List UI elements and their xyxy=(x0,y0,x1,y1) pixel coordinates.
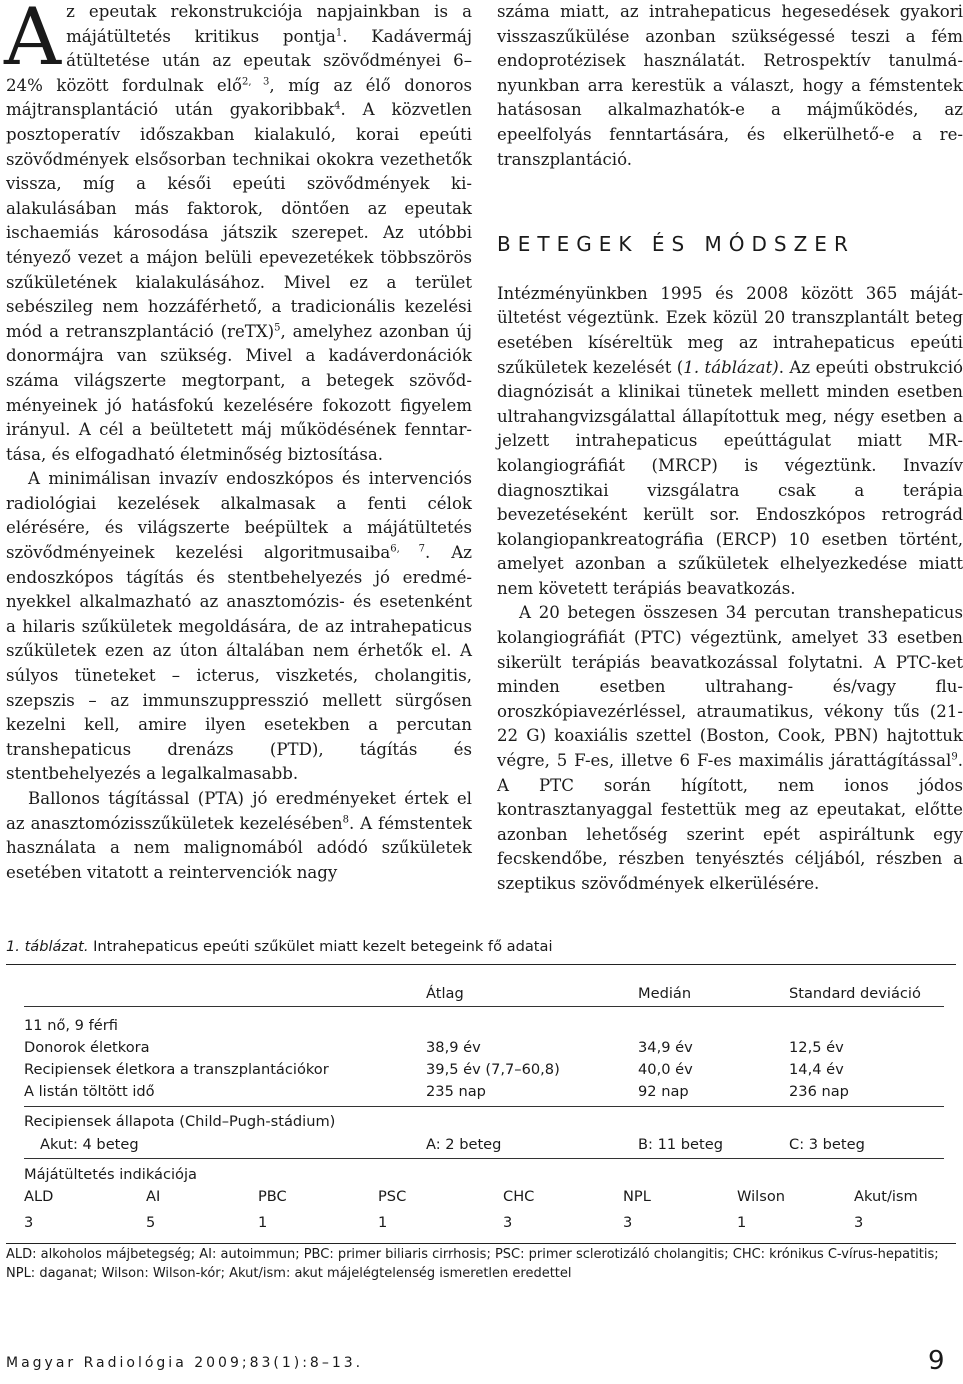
text-span: Ballonos tágítással (PTA) jó eredményeket értek el az anasztomózisszűkületek kezelésében xyxy=(6,789,472,833)
intro-paragraph xyxy=(6,0,472,467)
citation: 1 xyxy=(335,27,343,39)
header-mean: Átlag xyxy=(426,985,464,1002)
group-label: 11 nő, 9 férfi xyxy=(24,1017,118,1034)
table-title: Intrahepaticus epeúti szűkület miatt kezelt betegeink fő adatai xyxy=(88,938,553,955)
text-span: A minimálisan invazív endoszkópos és intervenciós radiológiai kezelések alkalmasak a fenti célok elérésére, és világszerte beépültek a májátültetés szövődményeinek kezelési algoritmusaiba xyxy=(6,469,472,563)
table-divider xyxy=(24,1158,944,1159)
cell-mean: 38,9 év xyxy=(426,1039,481,1056)
row-label: Donorok életkora xyxy=(24,1039,150,1056)
indication-count: 3 xyxy=(503,1214,513,1231)
citation: 5 xyxy=(274,322,281,334)
row-label: Recipiensek életkora a transzplantációkor xyxy=(24,1061,329,1078)
text-span: . A közvetlen posztoperatív időszakban kialakuló, korai epeúti szövődmények elsősorban technikai okokra vezethetők vissza, míg a késői epeúti szövődmények kialakulásában más faktorok, döntően az epeutak ischaemiás károsodása játszik szerepet. Az utóbbi tényező vezet a májon belüli epevezetékek többszörös szűkületének kialakulásához. Mivel ez a terület sebészileg nem hozzáférhető, a tradicionális kezelési mód a retranszplantáció (reTX) xyxy=(6,100,472,341)
citation: 8 xyxy=(342,814,349,826)
status-acute: Akut: 4 beteg xyxy=(40,1136,139,1153)
cell-median: 40,0 év xyxy=(638,1061,693,1078)
indication-count: 3 xyxy=(24,1214,34,1231)
paragraph-pta xyxy=(6,787,472,885)
paragraph-methods xyxy=(497,282,963,602)
text-span: . Az endoszkópos tágítás és stentbehelyezés jó eredményekkel alkalmazható az anasztomózis- és esetenként a hilaris szűkületek megoldására, de az intrahepaticus szűkületek ezen az úton általában nem érhetők el. A súlyos tüneteket – icterus, viszketés, cholangitis, szepszis – az immunszuppresszió mellett sürgősen kezelni kell, amire ilyen esetekben a percutan transhepaticus drenázs (PTD), tágítás és stentbehelyezés a legalkalmasabb. xyxy=(6,543,472,784)
section-heading: BETEGEK ÉS MÓDSZER xyxy=(497,232,855,257)
text-span: , amelyhez azonban új donormájra van szükség. Mivel a kadáverdonációk száma világszerte megtorpant, a betegek szövődményeinek jó hatásfokú kezelésére fokozott figyelem irányul. A cél a beültetett máj működésének fenntartása, és elfogadható életminőség biztosítása. xyxy=(6,321,473,464)
header-median: Medián xyxy=(638,985,692,1002)
right-column xyxy=(497,0,963,897)
row-label: A listán töltött idő xyxy=(24,1083,155,1100)
page-number: 9 xyxy=(928,1346,945,1376)
citation: 6, 7 xyxy=(390,543,426,555)
table-number: 1. táblázat. xyxy=(6,938,89,955)
indication-label: Májátültetés indikációja xyxy=(24,1166,197,1183)
table-reference: 1. táblázat) xyxy=(683,357,779,377)
indication-name: Wilson xyxy=(737,1188,785,1205)
indication-name: PSC xyxy=(378,1188,407,1205)
left-column xyxy=(6,0,472,885)
cell-mean: 39,5 év (7,7–60,8) xyxy=(426,1061,560,1078)
indication-name: AI xyxy=(146,1188,161,1205)
paragraph-ptc xyxy=(497,601,963,896)
indication-name: ALD xyxy=(24,1188,54,1205)
indication-name: Akut/ism xyxy=(854,1188,918,1205)
cell-sd: 12,5 év xyxy=(789,1039,844,1056)
status-a: A: 2 beteg xyxy=(426,1136,502,1153)
indication-count: 5 xyxy=(146,1214,156,1231)
indication-count: 3 xyxy=(623,1214,633,1231)
indication-count: 1 xyxy=(258,1214,268,1231)
indication-name: CHC xyxy=(503,1188,535,1205)
cell-mean: 235 nap xyxy=(426,1083,486,1100)
paragraph-continued: száma miatt, az intrahepaticus hegesedések gyakori visszaszűkülése azonban szükségessé teszi a fém endoprotézisek használatát. Retrospektív tanulmányunkban arra kerestük a választ, hogy a fémstentek hatásosan alkalmazhatók-e a májműködés, az epeelfolyás fenntartására, és elkerülhető-e a retranszplantáció. xyxy=(497,2,963,169)
cell-median: 34,9 év xyxy=(638,1039,693,1056)
drop-cap: A xyxy=(4,0,62,83)
cell-median: 92 nap xyxy=(638,1083,689,1100)
status-b: B: 11 beteg xyxy=(638,1136,723,1153)
text-span: Intézményünkben 1995 és 2008 között 365 májátültetést végeztünk. Ezek közül 20 transzplantált beteg esetében kíséreltük meg az intrahepaticus epeúti szűkületek kezelését ( xyxy=(497,283,963,377)
table-divider xyxy=(24,1106,944,1107)
text-span: . Kadávermáj átültetése után az epeutak szövődményei 6–24% között fordulnak elő xyxy=(6,26,472,95)
table-divider xyxy=(24,1006,944,1007)
table-caption xyxy=(6,938,954,955)
indication-count: 1 xyxy=(737,1214,747,1231)
indication-count: 3 xyxy=(854,1214,864,1231)
text-span: . A PTC során hígított, nem ionos jódos kontrasztanyaggal festettük meg az epeutakat, előtte azonban lehetőség szerint epét aspiráltunk egy fecskendőbe, részben tenyésztés céljából, részben a szeptikus szövődmények elkerülésére. xyxy=(497,751,963,893)
citation: 2, 3 xyxy=(242,76,270,88)
text-span: . A fémstentek használata a nem malignomából adódó szűkületek esetében vitatott a reintervenciók nagy xyxy=(6,813,472,882)
indication-name: PBC xyxy=(258,1188,287,1205)
cell-sd: 236 nap xyxy=(789,1083,849,1100)
journal-citation: Magyar Radiológia 2009;83(1):8–13. xyxy=(6,1355,364,1371)
text-span: . Az epeúti obstrukció diagnózisát a klinikai tünetek mellett minden esetben ultrahangvizsgálattal állapítottuk meg, négy esetben a jelzett intrahepaticus epeúttágulat miatt MR-kolangiográfiát (MRCP) is végeztünk. Invazív diagnosztikai vizsgálatra csak a terápia bevezetéseként került sor. Endoszkópos retrográd kolangiopankreatográfia (ERCP) 10 esetben történt, amelyet azonban a szűkületek elhelyezkedése miatt nem követett terápiás beavatkozás. xyxy=(497,357,963,598)
data-table xyxy=(6,964,956,1244)
header-sd: Standard deviáció xyxy=(789,985,921,1002)
status-c: C: 3 beteg xyxy=(789,1136,865,1153)
paragraph-interventions xyxy=(6,467,472,787)
text-span: A 20 betegen összesen 34 percutan transhepaticus kolangiográfiát (PTC) végeztünk, amelyet 33 esetben sikerült terápiás beavatkozással folytatni. A PTC-ket minden esetben ultrahang- és/vagy fluoroszkópiavezérléssel, atraumatikus, vékony tűs (21-22 G) koaxiális szettel (Boston, Cook, PBN) hajtottuk végre, 5 F-es, illetve 6 F-es maximális járattágítással xyxy=(497,603,963,771)
text-span: , míg az élő donoros májtransplantáció után gyakoribbak xyxy=(6,75,472,120)
indication-name: NPL xyxy=(623,1188,651,1205)
cell-sd: 14,4 év xyxy=(789,1061,844,1078)
indication-count: 1 xyxy=(378,1214,388,1231)
text-span: z epeutak rekonstrukciója napjainkban is a májátültetés kritikus pontja xyxy=(66,2,472,46)
status-label: Recipiensek állapota (Child–Pugh-stádium) xyxy=(24,1113,336,1130)
citation: 4 xyxy=(334,100,341,112)
citation: 9 xyxy=(951,751,958,763)
table-footnote: ALD: alkoholos májbetegség; AI: autoimmun; PBC: primer biliaris cirrhosis; PSC: primer sclerotizáló cholangitis; CHC: krónikus C-vírus-hepatitis; NPL: daganat; Wilson: Wilson-kór; Akut/ism: akut májelégtelenség ismeretlen eredettel xyxy=(6,1247,939,1281)
